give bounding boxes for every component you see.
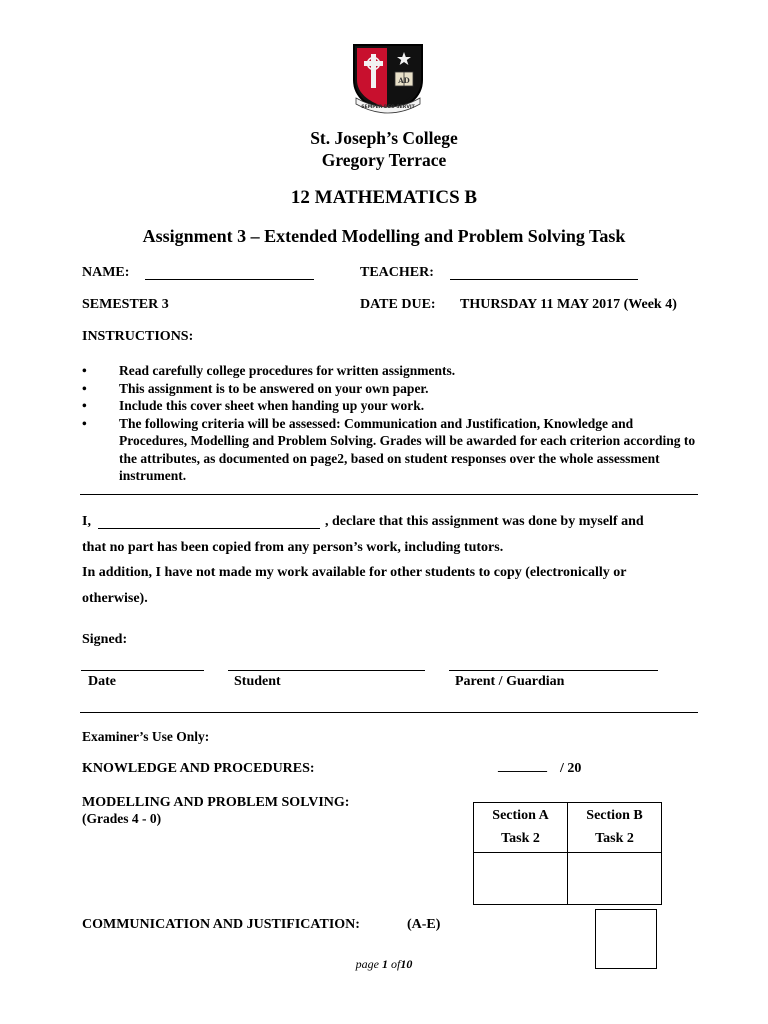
section-b-grade-cell[interactable] bbox=[568, 853, 662, 905]
declaration-line4: otherwise). bbox=[82, 591, 148, 606]
declaration-name-field[interactable] bbox=[98, 515, 320, 529]
declaration-line2: that no part has been copied from any person’s work, including tutors. bbox=[82, 540, 504, 555]
school-name: St. Joseph’s College bbox=[310, 128, 458, 148]
section-a-label: Section A bbox=[492, 808, 549, 823]
modelling-grade-table bbox=[473, 802, 662, 905]
crest-banner-motto: SEMPER DEO SERVIT bbox=[361, 105, 415, 110]
page-prefix: page bbox=[355, 957, 379, 971]
declaration-line3: In addition, I have not made my work available for other students to copy (electronically or bbox=[82, 565, 627, 580]
page-number bbox=[0, 957, 768, 972]
name-label: NAME: bbox=[82, 265, 130, 280]
task-b-label: Task 2 bbox=[595, 831, 634, 846]
instructions-list bbox=[82, 362, 702, 485]
parent-signature-label: Parent / Guardian bbox=[455, 674, 565, 689]
page-of: of bbox=[390, 957, 401, 971]
name-field[interactable] bbox=[145, 266, 314, 280]
examiner-heading: Examiner’s Use Only: bbox=[82, 729, 210, 744]
page-current: 1 bbox=[381, 957, 388, 971]
page-total: 10 bbox=[400, 957, 413, 971]
instructions-heading: INSTRUCTIONS: bbox=[82, 329, 194, 344]
declaration-line1: , declare that this assignment was done by myself and bbox=[325, 514, 644, 529]
divider-top bbox=[80, 494, 698, 495]
subject-title: 12 MATHEMATICS B bbox=[290, 187, 478, 208]
divider-bottom bbox=[80, 712, 698, 713]
date-due-label: DATE DUE: bbox=[360, 297, 436, 312]
section-a-grade-cell[interactable] bbox=[474, 853, 568, 905]
knowledge-total: / 20 bbox=[560, 761, 582, 776]
knowledge-label: KNOWLEDGE AND PROCEDURES: bbox=[82, 761, 315, 776]
student-signature-line[interactable] bbox=[228, 670, 425, 671]
date-signature-label: Date bbox=[88, 674, 116, 689]
date-due-value: THURSDAY 11 MAY 2017 (Week 4) bbox=[460, 297, 677, 312]
section-b-label: Section B bbox=[586, 808, 643, 823]
section-b-header bbox=[568, 803, 662, 853]
communication-label: COMMUNICATION AND JUSTIFICATION: bbox=[82, 917, 360, 932]
teacher-field[interactable] bbox=[450, 266, 638, 280]
crest-ad-text: AD bbox=[398, 76, 410, 85]
instruction-item: • The following criteria will be assessed: Communication and Justification, Knowledge and Procedures, Modelling and Problem Solving. Grades will be awarded for each criterion according to the attributes, as documented on page2, based on student responses over the whole assessment instrument. bbox=[82, 415, 702, 485]
instruction-item: • This assignment is to be answered on your own paper. bbox=[82, 380, 702, 398]
campus-name: Gregory Terrace bbox=[321, 150, 447, 170]
communication-grades: (A-E) bbox=[407, 917, 441, 932]
modelling-grades: (Grades 4 - 0) bbox=[82, 811, 162, 826]
parent-signature-line[interactable] bbox=[449, 670, 658, 671]
declaration-prefix: I, bbox=[82, 514, 91, 529]
date-signature-line[interactable] bbox=[81, 670, 204, 671]
knowledge-score-blank[interactable]: _______ bbox=[498, 759, 547, 774]
school-crest-logo bbox=[350, 42, 426, 114]
signed-label: Signed: bbox=[82, 632, 128, 647]
semester-label: SEMESTER 3 bbox=[82, 297, 169, 312]
task-a-label: Task 2 bbox=[501, 831, 540, 846]
instruction-item: • Read carefully college procedures for written assignments. bbox=[82, 362, 702, 380]
section-a-header bbox=[474, 803, 568, 853]
teacher-label: TEACHER: bbox=[360, 265, 434, 280]
instruction-item: • Include this cover sheet when handing up your work. bbox=[82, 397, 702, 415]
student-signature-label: Student bbox=[234, 674, 281, 689]
assignment-title: Assignment 3 – Extended Modelling and Problem Solving Task bbox=[142, 226, 626, 246]
modelling-label: MODELLING AND PROBLEM SOLVING: bbox=[82, 795, 350, 810]
